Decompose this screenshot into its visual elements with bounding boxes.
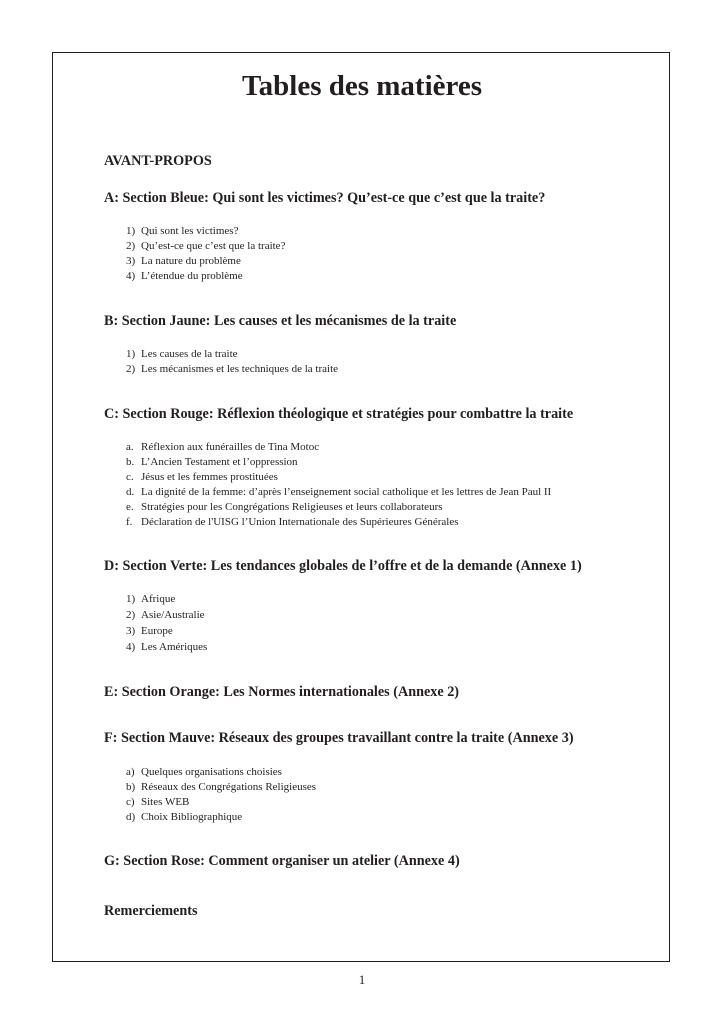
heading-section-a[interactable]: A: Section Bleue: Qui sont les victimes? Qu’est-ce que c’est que la traite?: [104, 190, 546, 206]
list-item: d. La dignité de la femme: d’après l’enseignement social catholique et les lettres de Jean Paul II: [126, 486, 552, 498]
heading-section-c[interactable]: C: Section Rouge: Réflexion théologique et stratégies pour combattre la traite: [104, 406, 574, 422]
list-section-f: [126, 765, 316, 825]
list-item: 2) Asie/Australie: [126, 609, 205, 621]
list-section-b: [126, 347, 338, 377]
list-item: f. Déclaration de l'UISG l’Union Internationale des Supérieures Générales: [126, 516, 459, 528]
heading-section-e[interactable]: E: Section Orange: Les Normes internationales (Annexe 2): [104, 684, 460, 700]
list-item: 1) Les causes de la traite: [126, 348, 238, 360]
list-item: 2) Qu’est-ce que c’est que la traite?: [126, 240, 286, 252]
list-item: 1) Afrique: [126, 593, 176, 605]
list-item: b. L’Ancien Testament et l’oppression: [126, 456, 298, 468]
heading-section-f[interactable]: F: Section Mauve: Réseaux des groupes travaillant contre la traite (Annexe 3): [104, 730, 574, 746]
page-number: 1: [358, 972, 366, 987]
list-item: e. Stratégies pour les Congrégations Religieuses et leurs collaborateurs: [126, 501, 443, 513]
list-item: a) Quelques organisations choisies: [126, 766, 282, 778]
page-title: Tables des matières: [241, 70, 483, 102]
list-section-d: [126, 592, 207, 656]
list-item: b) Réseaux des Congrégations Religieuses: [126, 781, 317, 793]
list-item: a. Réflexion aux funérailles de Tina Motoc: [126, 441, 320, 453]
list-section-c: [126, 440, 551, 530]
list-section-a: [126, 224, 285, 284]
list-item: c. Jésus et les femmes prostituées: [126, 471, 278, 483]
list-item: 4) Les Amériques: [126, 641, 208, 653]
list-item: 1) Qui sont les victimes?: [126, 225, 239, 237]
list-item: d) Choix Bibliographique: [126, 811, 243, 823]
list-item: 4) L’étendue du problème: [126, 270, 243, 282]
heading-avant-propos[interactable]: AVANT-PROPOS: [104, 153, 212, 169]
heading-section-b[interactable]: B: Section Jaune: Les causes et les mécanismes de la traite: [104, 313, 457, 329]
list-item: 3) Europe: [126, 625, 173, 637]
heading-remerciements[interactable]: Remerciements: [104, 903, 198, 919]
heading-section-g[interactable]: G: Section Rose: Comment organiser un atelier (Annexe 4): [104, 853, 460, 869]
list-item: 3) La nature du problème: [126, 255, 241, 267]
list-item: 2) Les mécanismes et les techniques de la traite: [126, 363, 339, 375]
heading-section-d[interactable]: D: Section Verte: Les tendances globales de l’offre et de la demande (Annexe 1): [104, 558, 582, 574]
list-item: c) Sites WEB: [126, 796, 190, 808]
